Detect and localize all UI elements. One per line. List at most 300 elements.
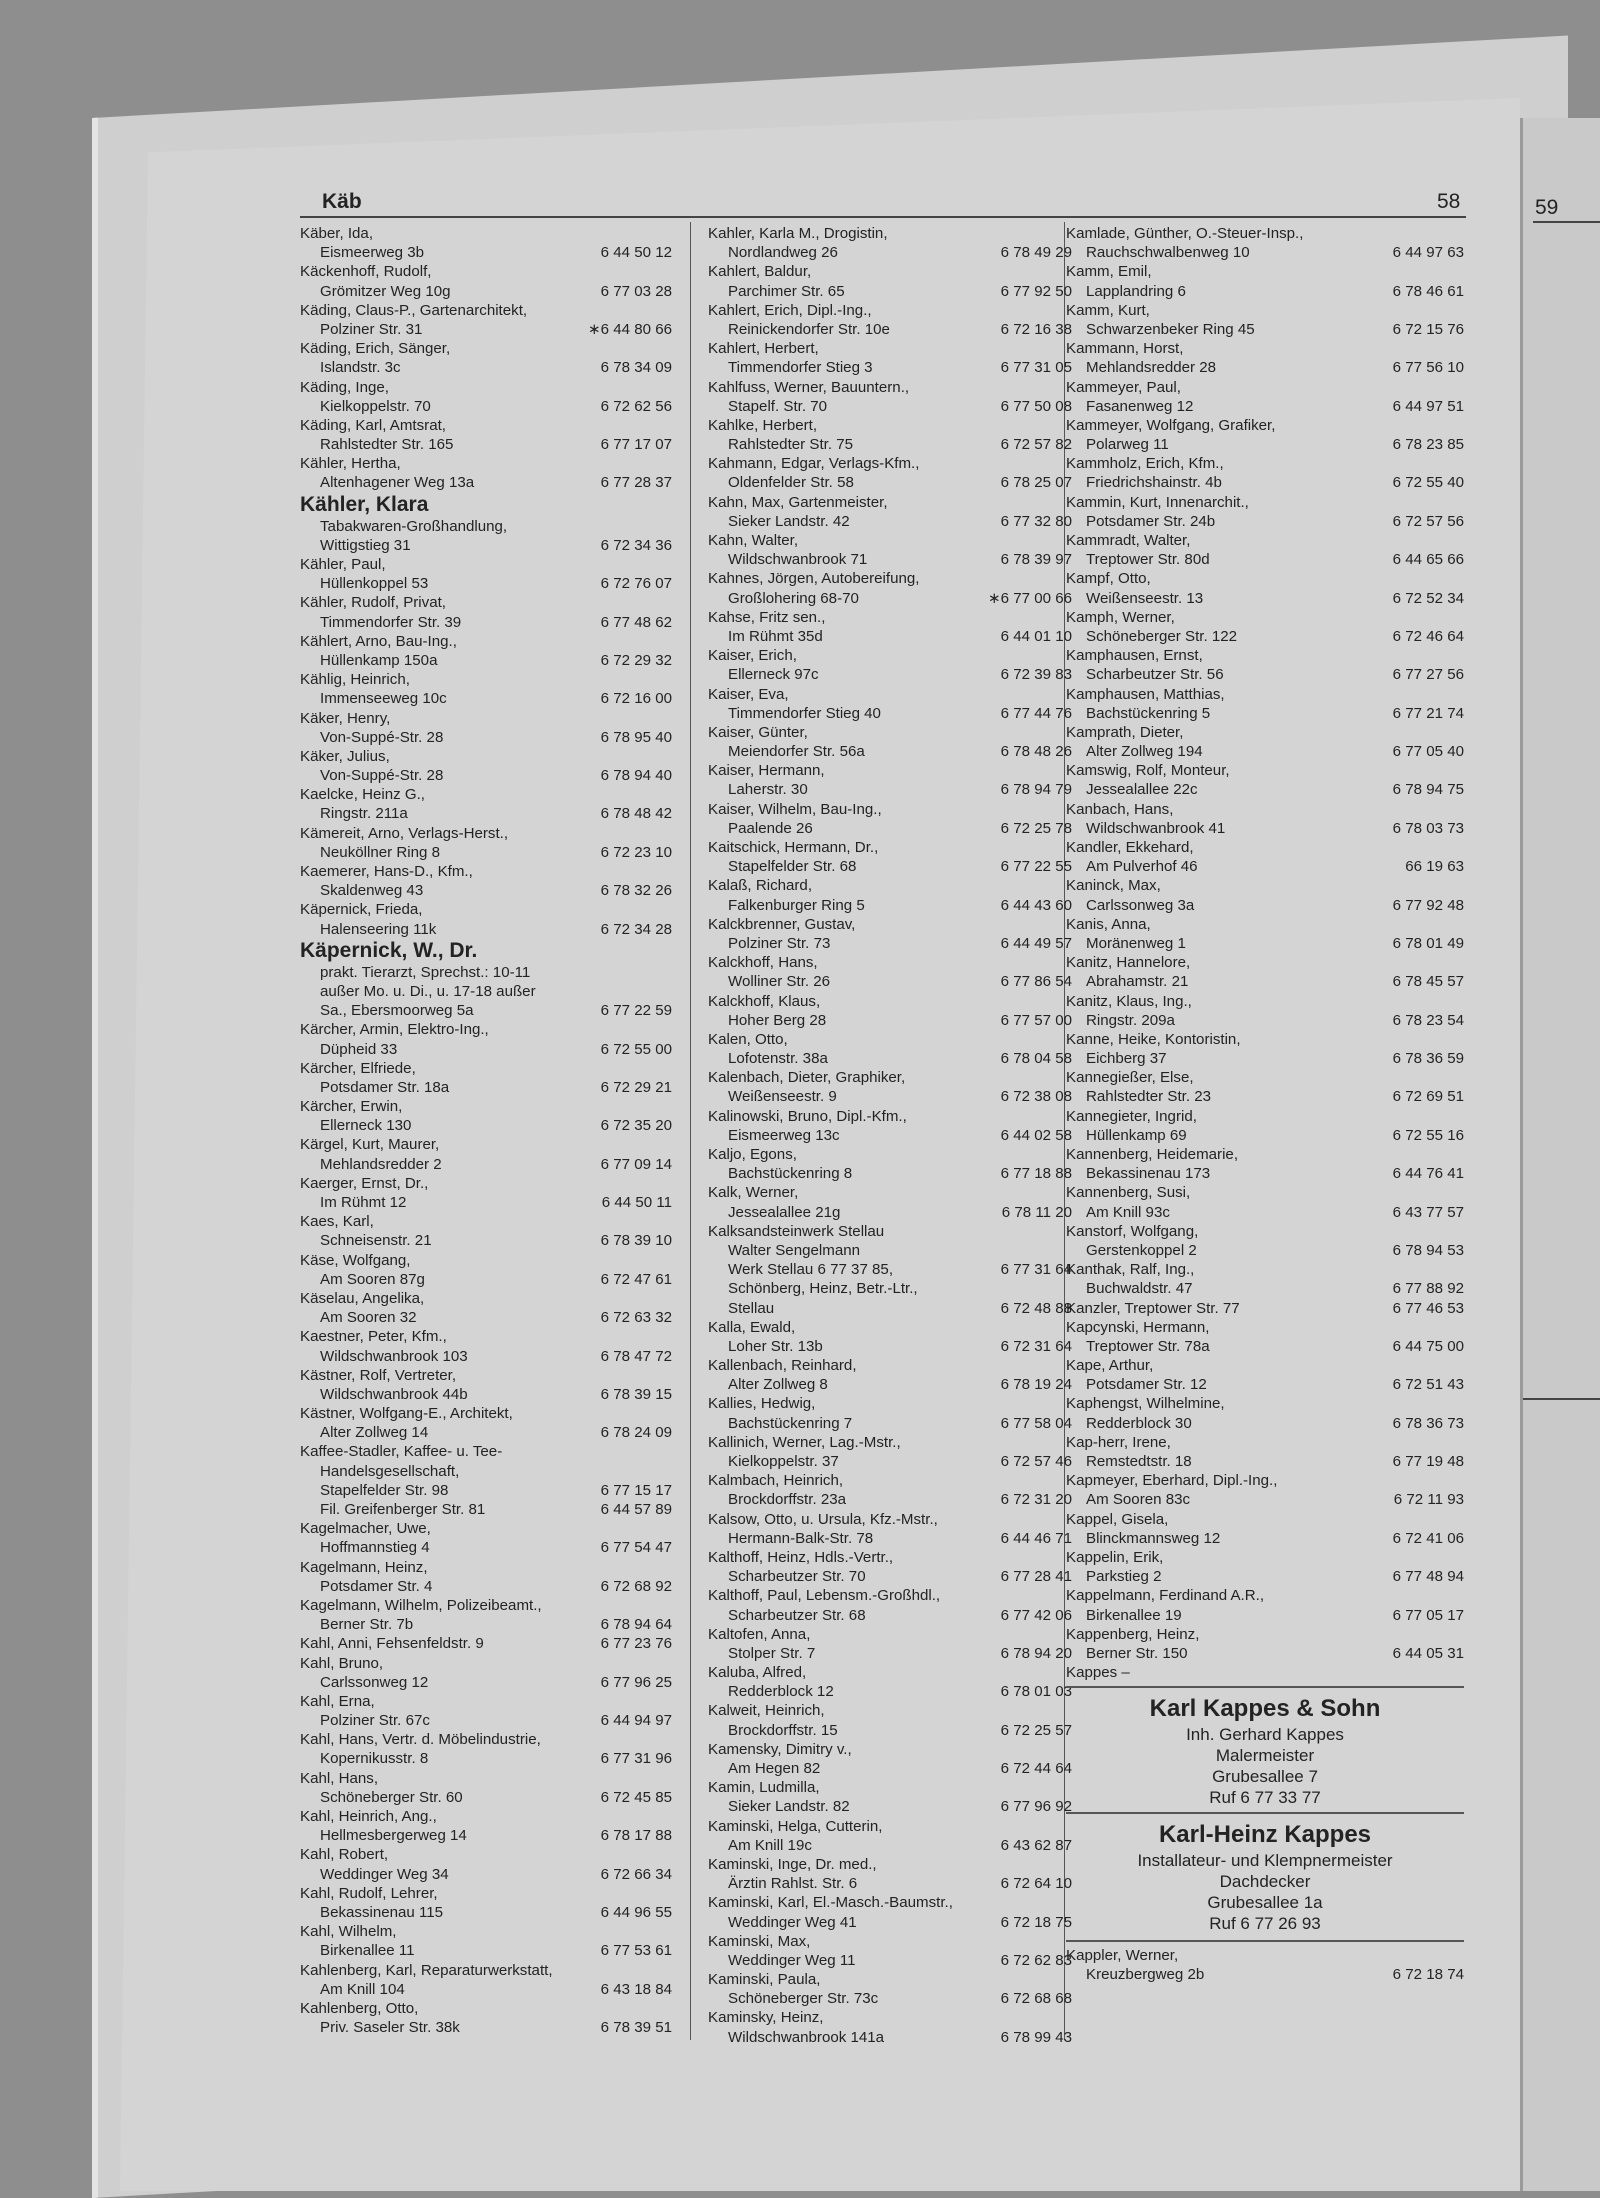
entry-text: Kaminski, Inge, Dr. med., xyxy=(708,1855,877,1873)
entry-text: Kahlert, Herbert, xyxy=(708,340,819,358)
phone-number: 6 43 77 57 xyxy=(1392,1203,1464,1221)
directory-entry-line xyxy=(1066,627,1464,646)
phone-number: 6 77 05 17 xyxy=(1392,1606,1464,1624)
entry-text: Walter Sengelmann xyxy=(728,1241,860,1259)
directory-entry-line xyxy=(300,709,672,728)
entry-text: Kaminski, Karl, El.-Masch.-Baumstr., xyxy=(708,1894,953,1912)
directory-entry-line xyxy=(708,2008,1072,2027)
directory-entry-line xyxy=(708,1011,1072,1030)
advert-line: Grubesallee 1a xyxy=(1207,1893,1323,1913)
entry-text: Stellau xyxy=(728,1299,775,1317)
directory-entry-line xyxy=(708,1222,1072,1241)
directory-entry-line xyxy=(1066,435,1464,454)
entry-text: Kämereit, Arno, Verlags-Herst., xyxy=(300,824,509,842)
phone-number: 6 43 62 87 xyxy=(1000,1836,1072,1854)
directory-entry-line xyxy=(1066,569,1464,588)
phone-number: 6 44 97 51 xyxy=(1392,397,1464,415)
entry-text: Alter Zollweg 14 xyxy=(320,1424,429,1442)
entry-text: Sieker Landstr. 82 xyxy=(728,1798,850,1816)
phone-number: 6 72 16 00 xyxy=(600,690,672,708)
entry-text: Sieker Landstr. 42 xyxy=(728,512,850,530)
bold-entry-heading xyxy=(300,939,672,963)
entry-text: Kamensky, Dimitry v., xyxy=(708,1740,852,1758)
directory-entry-line xyxy=(1066,1126,1464,1145)
phone-number: 6 78 49 29 xyxy=(1000,244,1072,262)
directory-entry-line xyxy=(1066,550,1464,569)
entry-text: Käselau, Angelika, xyxy=(300,1289,425,1307)
directory-entry-line xyxy=(300,1442,672,1461)
entry-text: Kannegießer, Else, xyxy=(1066,1069,1194,1087)
entry-text: Käding, Claus-P., Gartenarchitekt, xyxy=(300,301,528,319)
entry-text: Kaminski, Helga, Cutterin, xyxy=(708,1817,883,1835)
entry-text: Kaminsky, Heinz, xyxy=(708,2009,824,2027)
bold-entry-heading xyxy=(300,493,672,517)
entry-text: Blinckmannsweg 12 xyxy=(1086,1529,1221,1547)
entry-text: Kappelmann, Ferdinand A.R., xyxy=(1066,1587,1265,1605)
directory-entry-line xyxy=(300,1193,672,1212)
phone-number: 6 77 32 80 xyxy=(1000,512,1072,530)
entry-text: Kanitz, Hannelore, xyxy=(1066,954,1191,972)
directory-entry-line xyxy=(1066,358,1464,377)
phone-number: 6 44 96 55 xyxy=(600,1903,672,1921)
phone-number: 6 78 25 07 xyxy=(1000,474,1072,492)
directory-entry-line xyxy=(300,1807,672,1826)
entry-text: Kalenbach, Dieter, Graphiker, xyxy=(708,1069,906,1087)
directory-entry-line xyxy=(1066,1606,1464,1625)
directory-entry-line xyxy=(300,454,672,473)
directory-entry-line xyxy=(708,1529,1072,1548)
directory-entry-line xyxy=(708,800,1072,819)
directory-entry-line xyxy=(708,1721,1072,1740)
directory-entry-line xyxy=(300,1462,672,1481)
entry-text: Abrahamstr. 21 xyxy=(1086,973,1189,991)
phone-number: 6 78 23 54 xyxy=(1392,1011,1464,1029)
entry-text: Am Knill 19c xyxy=(728,1836,812,1854)
entry-text: Grömitzer Weg 10g xyxy=(320,282,451,300)
phone-number: 6 72 57 46 xyxy=(1000,1453,1072,1470)
directory-entry-line xyxy=(708,1797,1072,1816)
advert-line: Malermeister xyxy=(1215,1746,1315,1766)
phone-number: 6 72 52 34 xyxy=(1392,589,1464,607)
entry-text: Kahl, Robert, xyxy=(300,1846,389,1864)
entry-text: Kahn, Max, Gartenmeister, xyxy=(708,493,888,511)
directory-entry-line xyxy=(708,1817,1072,1836)
entry-text: Kalckhoff, Hans, xyxy=(708,954,818,972)
entry-text: Ärztin Rahlst. Str. 6 xyxy=(728,1875,858,1893)
next-page-rule xyxy=(1533,221,1600,223)
entry-text: Nordlandweg 26 xyxy=(728,244,838,262)
directory-entry-line xyxy=(300,224,672,243)
entry-text: Weddinger Weg 11 xyxy=(728,1951,856,1969)
entry-text: Kaiser, Erich, xyxy=(708,647,797,665)
entry-text: Kärcher, Armin, Elektro-Ing., xyxy=(300,1021,489,1039)
phone-number: 6 72 31 20 xyxy=(1000,1491,1072,1509)
phone-number: 6 77 21 74 xyxy=(1392,704,1464,722)
phone-number: 6 77 05 40 xyxy=(1392,743,1464,761)
phone-number: 6 72 76 07 xyxy=(600,575,672,593)
entry-text: prakt. Tierarzt, Sprechst.: 10-11 xyxy=(320,963,531,981)
phone-number: 6 78 19 24 xyxy=(1000,1376,1072,1394)
entry-text: Kahl, Hans, Vertr. d. Möbelindustrie, xyxy=(300,1731,541,1749)
directory-entry-line xyxy=(708,282,1072,301)
entry-text: Von-Suppé-Str. 28 xyxy=(320,767,444,785)
directory-entry-line xyxy=(300,920,672,939)
entry-text: Lapplandring 6 xyxy=(1086,282,1186,300)
directory-entry-line xyxy=(300,1347,672,1366)
directory-entry-line xyxy=(708,1836,1072,1855)
phone-number: 6 72 25 57 xyxy=(1000,1721,1072,1739)
directory-column-2 xyxy=(708,224,1072,2047)
directory-entry-line xyxy=(300,574,672,593)
directory-entry-line xyxy=(708,608,1072,627)
directory-entry-line xyxy=(708,1414,1072,1433)
page-header-word: Käb xyxy=(322,190,362,213)
directory-entry-line xyxy=(1066,378,1464,397)
directory-entry-line xyxy=(300,243,672,262)
phone-number: 6 72 62 56 xyxy=(600,397,672,415)
entry-text: Kamm, Emil, xyxy=(1066,263,1152,281)
phone-number: 6 72 31 64 xyxy=(1000,1337,1072,1355)
entry-text: Kappler, Werner, xyxy=(1066,1947,1179,1965)
entry-text: Kannenberg, Heidemarie, xyxy=(1066,1146,1239,1163)
phone-number: 6 78 32 26 xyxy=(600,882,672,900)
advert-line: Installateur- und Klempnermeister xyxy=(1137,1851,1393,1871)
directory-entry-line xyxy=(708,953,1072,972)
entry-text: Schöneberger Str. 122 xyxy=(1086,627,1238,645)
directory-entry-line xyxy=(300,1481,672,1500)
phone-number: 6 78 94 40 xyxy=(600,767,672,785)
next-page-edge xyxy=(1520,118,1600,2191)
entry-text: Kannenberg, Susi, xyxy=(1066,1184,1191,1202)
directory-entry-line xyxy=(300,1673,672,1692)
directory-entry-line xyxy=(300,378,672,397)
entry-text: Treptower Str. 78a xyxy=(1086,1337,1210,1355)
directory-entry-line xyxy=(1066,320,1464,339)
phone-number: 6 77 22 59 xyxy=(600,1002,672,1020)
directory-entry-line xyxy=(1066,723,1464,742)
directory-entry-line xyxy=(708,1855,1072,1874)
phone-number: 6 78 03 73 xyxy=(1392,819,1464,837)
directory-entry-line xyxy=(1066,1241,1464,1260)
entry-text: Polarweg 11 xyxy=(1086,436,1169,454)
entry-text: Kahlfuss, Werner, Bauuntern., xyxy=(708,378,910,396)
directory-entry-line xyxy=(300,1749,672,1768)
directory-entry-line xyxy=(708,243,1072,262)
directory-entry-line xyxy=(708,1586,1072,1605)
directory-entry-line xyxy=(708,1356,1072,1375)
phone-number: 6 78 23 85 xyxy=(1392,436,1464,454)
phone-number: 6 78 39 97 xyxy=(1000,551,1072,569)
directory-entry-line xyxy=(300,1903,672,1922)
directory-entry-line xyxy=(1066,1625,1464,1644)
directory-entry-line xyxy=(708,320,1072,339)
phone-number: 6 77 18 88 xyxy=(1000,1165,1072,1183)
entry-text: Käpernick, Frieda, xyxy=(300,901,423,919)
advert-line: Ruf 6 77 33 77 xyxy=(1209,1788,1321,1808)
entry-text: Am Sooren 83c xyxy=(1086,1491,1191,1509)
directory-entry-line xyxy=(300,1040,672,1059)
directory-column-3 xyxy=(1066,224,1464,1985)
entry-text: Potsdamer Str. 12 xyxy=(1086,1376,1207,1394)
directory-entry-line xyxy=(708,531,1072,550)
entry-text: Kapmeyer, Eberhard, Dipl.-Ing., xyxy=(1066,1472,1278,1490)
entry-text: Wildschwanbrook 44b xyxy=(320,1385,468,1403)
directory-entry-line xyxy=(708,780,1072,799)
phone-number: 6 72 15 76 xyxy=(1392,320,1464,338)
entry-text: Kampf, Otto, xyxy=(1066,570,1151,588)
directory-entry-line xyxy=(1066,1510,1464,1529)
directory-entry-line xyxy=(708,1203,1072,1222)
phone-number: 6 44 75 00 xyxy=(1392,1337,1464,1355)
entry-text: Kagelmann, Wilhelm, Polizeibeamt., xyxy=(300,1596,542,1614)
entry-text: Stapelfelder Str. 68 xyxy=(728,858,857,876)
directory-entry-line xyxy=(1066,1107,1464,1126)
directory-entry-line xyxy=(1066,1567,1464,1586)
entry-text: Kandler, Ekkehard, xyxy=(1066,839,1194,856)
directory-entry-line xyxy=(1066,282,1464,301)
phone-number: 6 77 92 50 xyxy=(1000,282,1072,300)
entry-text: Kahl, Anni, Fehsenfeldstr. 9 xyxy=(300,1635,484,1653)
entry-text: Kielkoppelstr. 37 xyxy=(728,1453,839,1470)
directory-entry-line xyxy=(708,1375,1072,1394)
directory-entry-line xyxy=(300,435,672,454)
directory-entry-line xyxy=(708,1087,1072,1106)
phone-number: 6 78 36 59 xyxy=(1392,1050,1464,1068)
directory-entry-line xyxy=(300,862,672,881)
directory-entry-line xyxy=(708,1625,1072,1644)
directory-entry-line xyxy=(1066,1375,1464,1394)
directory-entry-line xyxy=(300,1845,672,1864)
entry-text: Kamlade, Günther, O.-Steuer-Insp., xyxy=(1066,225,1304,242)
phone-number: 6 72 29 21 xyxy=(600,1078,672,1096)
directory-entry-line xyxy=(708,1452,1072,1471)
entry-text: Kaiser, Hermann, xyxy=(708,762,825,780)
entry-text: Kahler, Karla M., Drogistin, xyxy=(708,225,888,242)
directory-entry-line xyxy=(300,1059,672,1078)
directory-entry-line xyxy=(708,1068,1072,1087)
directory-entry-line xyxy=(708,1299,1072,1318)
entry-text: Kammholz, Erich, Kfm., xyxy=(1066,455,1224,473)
entry-text: Gerstenkoppel 2 xyxy=(1086,1241,1197,1259)
directory-entry-line xyxy=(300,613,672,632)
directory-entry-line xyxy=(708,1030,1072,1049)
entry-text: Kamprath, Dieter, xyxy=(1066,723,1184,741)
directory-entry-line xyxy=(300,1865,672,1884)
phone-number: 6 72 63 32 xyxy=(600,1309,672,1327)
entry-text: Käker, Julius, xyxy=(300,747,390,765)
directory-entry-line xyxy=(708,550,1072,569)
directory-entry-line xyxy=(708,1663,1072,1682)
directory-entry-line xyxy=(300,1500,672,1519)
phone-number: 6 77 15 17 xyxy=(600,1481,672,1499)
directory-entry-line xyxy=(1066,1337,1464,1356)
directory-entry-line xyxy=(708,1279,1072,1298)
directory-entry-line xyxy=(708,1970,1072,1989)
phone-number: 6 77 96 25 xyxy=(600,1673,672,1691)
entry-text: Kalla, Ewald, xyxy=(708,1318,796,1336)
entry-text: Käding, Karl, Amtsrat, xyxy=(300,416,446,434)
entry-text: Wildschwanbrook 41 xyxy=(1086,819,1226,837)
entry-text: Brockdorffstr. 15 xyxy=(728,1721,838,1739)
entry-text: Kallinich, Werner, Lag.-Mstr., xyxy=(708,1433,901,1451)
entry-text: Potsdamer Str. 4 xyxy=(320,1577,433,1595)
entry-text: Kaiser, Wilhelm, Bau-Ing., xyxy=(708,800,882,818)
directory-entry-line xyxy=(1066,1299,1464,1318)
next-page-rule-lower xyxy=(1523,1398,1600,1400)
entry-text: Scharbeutzer Str. 70 xyxy=(728,1568,866,1586)
directory-entry-line xyxy=(708,934,1072,953)
entry-text: Kanzler, Treptower Str. 77 xyxy=(1066,1299,1240,1317)
phone-number: 6 44 94 97 xyxy=(600,1712,672,1730)
directory-entry-line xyxy=(708,992,1072,1011)
entry-text: außer Mo. u. Di., u. 17-18 außer xyxy=(320,982,536,1000)
phone-number: 6 72 38 08 xyxy=(1000,1088,1072,1106)
advert-karl-heinz-kappes xyxy=(1066,1812,1464,1934)
directory-entry-line xyxy=(300,1366,672,1385)
phone-number: 6 78 47 72 xyxy=(600,1347,672,1365)
entry-text: Kap-herr, Irene, xyxy=(1066,1433,1171,1451)
directory-entry-line xyxy=(1066,454,1464,473)
directory-entry-line xyxy=(1066,1011,1464,1030)
entry-text: Treptower Str. 80d xyxy=(1086,551,1210,569)
phone-number: 6 78 39 10 xyxy=(600,1232,672,1250)
directory-entry-line xyxy=(1066,1490,1464,1509)
phone-number: 6 78 36 73 xyxy=(1392,1414,1464,1432)
entry-text: Kaestner, Peter, Kfm., xyxy=(300,1328,447,1346)
directory-entry-line xyxy=(1066,1260,1464,1279)
entry-text: Polziner Str. 73 xyxy=(728,934,831,952)
phone-number: 6 77 03 28 xyxy=(600,282,672,300)
entry-text: Käker, Henry, xyxy=(300,709,391,727)
entry-text: Kahl, Wilhelm, xyxy=(300,1923,397,1941)
directory-entry-line xyxy=(708,1740,1072,1759)
directory-entry-line xyxy=(708,224,1072,243)
phone-number: 6 77 54 47 xyxy=(600,1539,672,1557)
entry-text: Timmendorfer Str. 39 xyxy=(320,613,462,631)
entry-text: Hüllenkamp 69 xyxy=(1086,1126,1187,1144)
directory-entry-line xyxy=(300,1941,672,1960)
phone-number: 6 72 48 88 xyxy=(1000,1299,1072,1317)
directory-entry-line xyxy=(300,320,672,339)
phone-number: 6 77 22 55 xyxy=(1000,858,1072,876)
directory-entry-line xyxy=(708,1145,1072,1164)
phone-number: 6 72 68 92 xyxy=(600,1577,672,1595)
phone-number: 6 78 34 09 xyxy=(600,359,672,377)
phone-number: 6 72 18 74 xyxy=(1392,1966,1464,1984)
advert-title: Karl-Heinz Kappes xyxy=(1158,1821,1372,1849)
entry-text: Moränenweg 1 xyxy=(1086,934,1186,952)
entry-text: Kappelin, Erik, xyxy=(1066,1548,1164,1566)
entry-text: Alter Zollweg 8 xyxy=(728,1376,828,1394)
phone-number: 6 77 28 41 xyxy=(1000,1568,1072,1586)
entry-text: Bachstückenring 7 xyxy=(728,1414,853,1432)
phone-number: 6 44 57 89 xyxy=(600,1501,672,1518)
phone-number: 6 72 66 34 xyxy=(600,1865,672,1883)
phone-number: 6 77 17 07 xyxy=(600,436,672,454)
directory-entry-line xyxy=(1066,262,1464,281)
directory-entry-line xyxy=(300,1020,672,1039)
directory-entry-line xyxy=(1066,1548,1464,1567)
directory-entry-line xyxy=(1066,1394,1464,1413)
directory-entry-line xyxy=(1066,915,1464,934)
directory-entry-line xyxy=(1066,800,1464,819)
entry-text: Kalsow, Otto, u. Ursula, Kfz.-Mstr., xyxy=(708,1510,938,1528)
directory-entry-line xyxy=(708,1759,1072,1778)
phone-number: 6 72 62 83 xyxy=(1000,1951,1072,1969)
entry-text: Kagelmann, Heinz, xyxy=(300,1558,428,1576)
directory-entry-line xyxy=(708,416,1072,435)
directory-entry-line xyxy=(300,1385,672,1404)
phone-number: 6 72 11 93 xyxy=(1393,1491,1464,1509)
entry-text: Altenhagener Weg 13a xyxy=(320,474,475,492)
directory-entry-line xyxy=(708,915,1072,934)
phone-number: 6 44 46 71 xyxy=(1000,1529,1072,1547)
phone-number: 6 77 31 05 xyxy=(1000,359,1072,377)
phone-number: 6 78 01 03 xyxy=(1000,1683,1072,1701)
phone-number: 6 78 94 75 xyxy=(1392,781,1464,799)
phone-number: 6 72 64 10 xyxy=(1000,1875,1072,1893)
entry-text: Wittigstieg 31 xyxy=(320,536,411,554)
directory-entry-line xyxy=(708,473,1072,492)
directory-entry-line xyxy=(300,1826,672,1845)
directory-entry-line xyxy=(708,627,1072,646)
entry-text: Bachstückenring 8 xyxy=(728,1165,853,1183)
entry-text: Kalen, Otto, xyxy=(708,1030,788,1048)
phone-number: 6 78 95 40 xyxy=(600,728,672,746)
entry-text: Wildschwanbrook 71 xyxy=(728,551,868,569)
entry-text: Mehlandsredder 28 xyxy=(1086,359,1217,377)
phone-number: 6 72 45 85 xyxy=(600,1788,672,1806)
directory-entry-line xyxy=(300,1577,672,1596)
entry-text: Potsdamer Str. 24b xyxy=(1086,512,1216,530)
entry-text: Kappel, Gisela, xyxy=(1066,1510,1169,1528)
directory-entry-line xyxy=(300,963,672,982)
directory-entry-line xyxy=(1066,1414,1464,1433)
directory-entry-line xyxy=(300,1634,672,1653)
phone-number: 6 44 05 31 xyxy=(1392,1644,1464,1662)
phone-number: 6 78 94 20 xyxy=(1000,1644,1072,1662)
directory-entry-line xyxy=(300,339,672,358)
directory-entry-line xyxy=(1066,953,1464,972)
directory-entry-line xyxy=(1066,1068,1464,1087)
phone-number: 6 72 55 40 xyxy=(1392,474,1464,492)
entry-text: Schöneberger Str. 73c xyxy=(728,1990,879,2008)
entry-text: Loher Str. 13b xyxy=(728,1337,823,1355)
directory-entry-line xyxy=(708,1644,1072,1663)
entry-text: Parkstieg 2 xyxy=(1086,1568,1162,1586)
entry-text: Kanstorf, Wolfgang, xyxy=(1066,1222,1199,1240)
directory-entry-line xyxy=(300,785,672,804)
entry-text: Kahl, Rudolf, Lehrer, xyxy=(300,1884,438,1902)
entry-text: Schwarzenbeker Ring 45 xyxy=(1086,320,1255,338)
directory-entry-line xyxy=(708,589,1072,608)
entry-text: Kammeyer, Wolfgang, Grafiker, xyxy=(1066,416,1276,434)
directory-entry-line xyxy=(300,1308,672,1327)
advert-karl-kappes xyxy=(1066,1686,1464,1808)
directory-entry-line xyxy=(300,766,672,785)
phone-number: 6 72 35 20 xyxy=(600,1117,672,1135)
entry-text: Kästner, Rolf, Vertreter, xyxy=(300,1366,457,1384)
directory-entry-line xyxy=(300,1596,672,1615)
entry-text: Kammradt, Walter, xyxy=(1066,532,1191,549)
directory-entry-line xyxy=(708,1932,1072,1951)
phone-number: 6 72 23 10 xyxy=(600,843,672,861)
directory-entry-line xyxy=(1066,531,1464,550)
directory-entry-line xyxy=(708,301,1072,320)
directory-entry-line xyxy=(708,1567,1072,1586)
directory-entry-line xyxy=(1066,838,1464,857)
entry-text: Kallies, Hedwig, xyxy=(708,1395,816,1413)
